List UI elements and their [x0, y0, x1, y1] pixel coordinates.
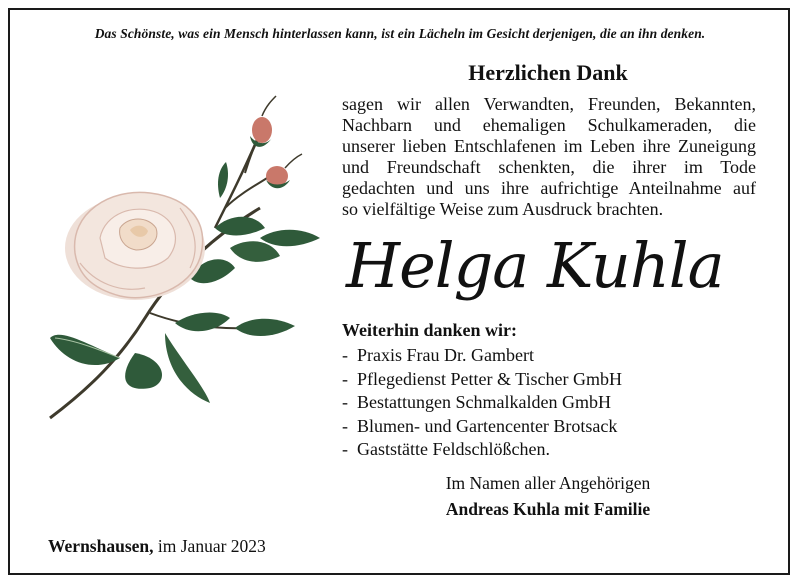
deceased-name: Helga Kuhla	[346, 229, 724, 302]
rose-icon	[40, 88, 330, 428]
list-item	[342, 344, 622, 368]
list-item-text: Praxis Frau Dr. Gambert	[357, 345, 534, 365]
signature-intro: Im Namen aller Angehörigen	[445, 473, 651, 493]
heading-herzlichen-dank: Herzlichen Dank	[468, 60, 628, 85]
list-item	[342, 438, 622, 462]
text-line: und Freundschaft schenkten, die ihrer im Tode	[342, 157, 756, 177]
thank-you-text	[342, 94, 756, 220]
list-item-text: Bestattungen Schmalkalden GmbH	[357, 392, 611, 412]
place-date: im Januar 2023	[157, 536, 266, 556]
text-line: so vielfältige Weise zum Ausdruck brachten.	[342, 199, 664, 219]
memorial-quote: Das Schönste, was ein Mensch hinterlassen kann, ist ein Lächeln im Gesicht derjenigen, die an ihn denken.	[94, 26, 706, 41]
place-and-date	[48, 536, 266, 557]
bullet-dash: -	[342, 415, 348, 436]
list-item-text: Pflegedienst Petter & Tischer GmbH	[357, 368, 622, 389]
bullet-dash: -	[342, 368, 348, 389]
text-line: gedachten und uns ihre aufrichtige Anteilnahme auf	[342, 178, 756, 198]
bullet-dash: -	[342, 345, 348, 365]
bullet-dash: -	[342, 392, 348, 412]
list-item	[342, 391, 622, 415]
further-thanks-heading: Weiterhin danken wir:	[342, 320, 518, 340]
further-thanks-list	[342, 344, 622, 462]
text-line: sagen wir allen Verwandten, Freunden, Bekannten,	[342, 94, 756, 114]
bullet-dash: -	[342, 439, 348, 459]
place-town: Wernshausen,	[48, 536, 154, 556]
list-item	[342, 368, 622, 392]
list-item	[342, 415, 622, 439]
text-line: unserer lieben Entschlafenen im Leben ihre Zuneigung	[342, 136, 756, 156]
text-line: Nachbarn und ehemaligen Schulkameraden, die	[342, 115, 756, 135]
signature-family: Andreas Kuhla mit Familie	[445, 499, 651, 519]
list-item-text: Gaststätte Feldschlößchen.	[357, 439, 550, 459]
list-item-text: Blumen- und Gartencenter Brotsack	[357, 415, 618, 436]
